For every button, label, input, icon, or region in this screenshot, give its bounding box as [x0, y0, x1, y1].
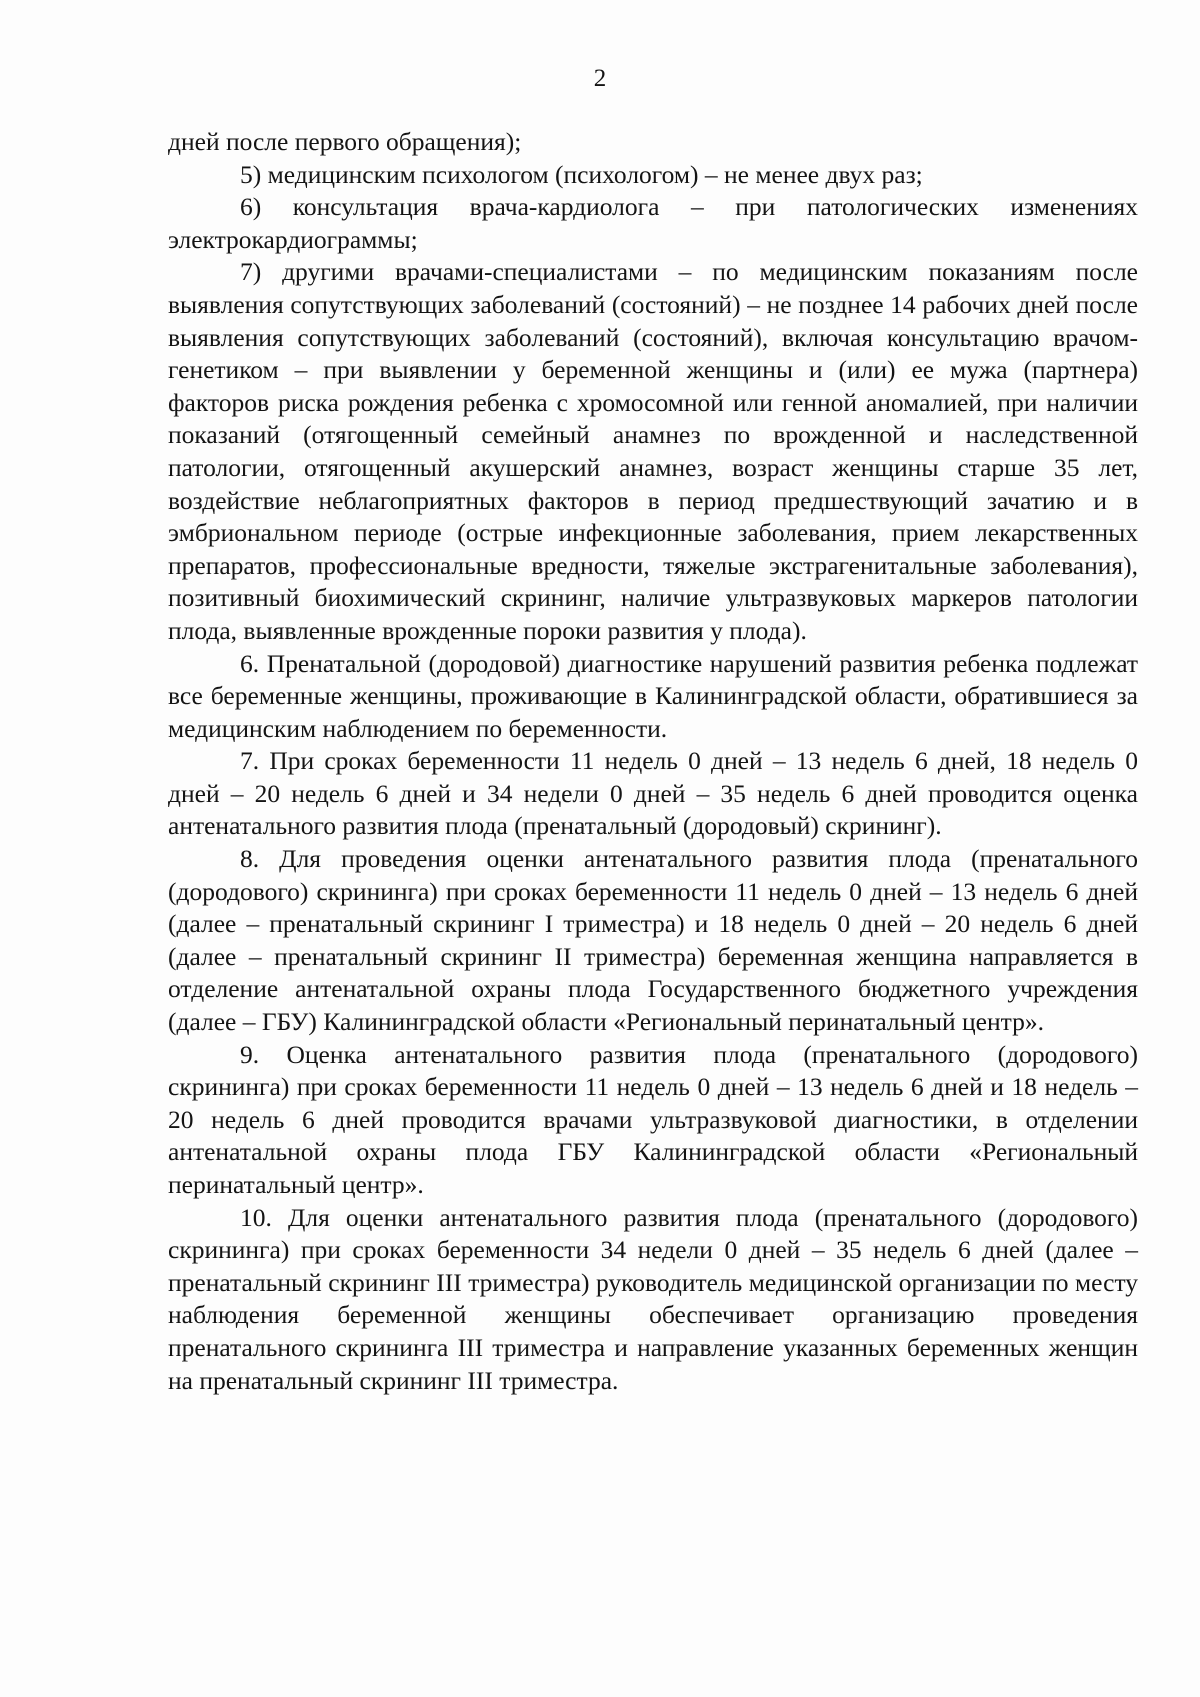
paragraph-clause-6: 6. Пренатальной (дородовой) диагностике нарушений развития ребенка подлежат все беременные женщины, проживающие в Калининградской области, обратившиеся за медицинским наблюдением по беременности. — [168, 648, 1138, 743]
document-body — [168, 126, 1138, 1397]
page-number: 2 — [593, 65, 607, 92]
paragraph-item-6: 6) консультация врача-кардиолога – при патологических изменениях электрокардиограммы; — [168, 192, 1138, 254]
paragraph-clause-10: 10. Для оценки антенатального развития плода (пренатального (дородового) скрининга) при сроках беременности 34 недели 0 дней – 35 недель 6 дней (далее – пренатальный скрининг III триместра) руководитель медицинской организации по месту наблюдения беременной женщины обеспечивает организацию проведения пренатального скрининга III триместра и направление указанных беременных женщин на пренатальный скрининг III триместра. — [168, 1202, 1138, 1395]
paragraph-clause-9: 9. Оценка антенатального развития плода (пренатального (дородового) скрининга) при сроках беременности 11 недель 0 дней – 13 недель 6 дней и 18 недель – 20 недель 6 дней проводится врачами ультразвуковой диагностики, в отделении антенатальной охраны плода ГБУ Калининградской области «Региональный перинатальный центр». — [168, 1039, 1138, 1199]
paragraph-clause-8: 8. Для проведения оценки антенатального развития плода (пренатального (дородового) скрининга) при сроках беременности 11 недель 0 дней – 13 недель 6 дней (далее – пренатальный скрининг I триместра) и 18 недель 0 дней – 20 недель 6 дней (далее – пренатальный скрининг II триместра) беременная женщина направляется в отделение антенатальной охраны плода Государственного бюджетного учреждения (далее – ГБУ) Калининградской области «Региональный перинатальный центр». — [168, 844, 1138, 1037]
paragraph-continuation: дней после первого обращения); — [168, 127, 522, 156]
paragraph-item-7: 7) другими врачами-специалистами – по медицинским показаниям после выявления сопутствующих заболеваний (состояний) – не позднее 14 рабочих дней после выявления сопутствующих заболеваний (состояний), включая консультацию врачом-генетиком – при выявлении у беременной женщины и (или) ее мужа (партнера) факторов риска рождения ребенка с хромосомной или генной аномалией, при наличии показаний (отягощенный семейный анамнез по врожденной и наследственной патологии, отягощенный акушерский анамнез, возраст женщины старше 35 лет, воздействие неблагоприятных факторов в период предшествующий зачатию и в эмбриональном периоде (острые инфекционные заболевания, прием лекарственных препаратов, профессиональные вредности, тяжелые экстрагенитальные заболевания), позитивный биохимический скрининг, наличие ультразвуковых маркеров патологии плода, выявленные врожденные пороки развития у плода). — [168, 257, 1138, 645]
paragraph-item-5: 5) медицинским психологом (психологом) – не менее двух раз; — [240, 159, 923, 189]
paragraph-clause-7: 7. При сроках беременности 11 недель 0 дней – 13 недель 6 дней, 18 недель 0 дней – 20 недель 6 дней и 34 недели 0 дней – 35 недель 6 дней проводится оценка антенатального развития плода (пренатальный (дородовый) скрининг). — [168, 746, 1138, 841]
